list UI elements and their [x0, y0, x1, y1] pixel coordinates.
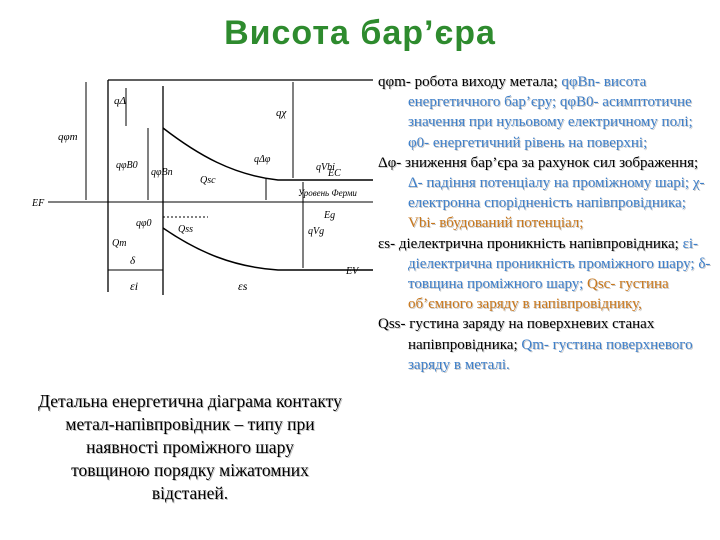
label-qsc: Qsc	[200, 175, 216, 186]
definition-paragraph	[378, 314, 714, 375]
label-qss: Qss	[178, 224, 194, 235]
label-fermi: Уровень Ферми	[298, 188, 357, 198]
valence-band-curve	[163, 228, 373, 270]
figure-caption	[10, 390, 370, 505]
definition-text: Δφ- зниження бар’єра за рахунок сил зображення;	[378, 154, 699, 171]
label-qm: Qm	[112, 238, 127, 249]
caption-line: метал-напівпровідник – типу при	[65, 414, 315, 434]
label-qphi0: qφ0	[136, 218, 152, 229]
label-eps-i: εi	[130, 279, 139, 293]
symbol-definitions	[378, 72, 714, 375]
label-qphibn: qφBn	[151, 167, 173, 178]
definition-text: qφm- робота виходу метала;	[378, 74, 562, 90]
label-qvbi: qVbi	[316, 162, 335, 173]
page-title: Висота бар’єра	[224, 14, 496, 52]
definition-text-blue: εi- діелектрична проникність проміжного шару; δ- товщина проміжного шару;	[408, 235, 711, 293]
definition-text: Qss- густина заряду на поверхневих станах напівпровідника;	[378, 316, 655, 353]
caption-line: наявності проміжного шару	[86, 437, 294, 457]
label-eps-s: εs	[238, 279, 248, 293]
definition-text-blue: Qm- густина поверхневого заряду в металі.	[408, 336, 693, 373]
caption-line: відстаней.	[151, 483, 229, 503]
label-qvg: qVg	[308, 226, 325, 237]
label-qchi: qχ	[276, 107, 287, 119]
label-ef: EF	[32, 198, 45, 209]
caption-line: Детальна енергетична діаграма контакту	[38, 391, 342, 411]
definition-text: εs- діелектрична проникність напівпровідника;	[378, 235, 683, 252]
label-qdelta: qΔ	[114, 95, 126, 107]
definition-text-orange: Qsc- густина об’ємного заряду в напівпровіднику,	[408, 276, 669, 313]
band-diagram	[28, 70, 378, 315]
definition-text-blue: Δ- падіння потенціалу на проміжному шарі; χ- електронна спорідненість напівпровідника;	[408, 175, 705, 212]
caption-line: товщиною порядку міжатомних	[71, 460, 309, 480]
label-ev: EV	[346, 266, 359, 277]
definition-text-orange: Vbi- вбудований потенціал;	[408, 215, 584, 232]
definition-paragraph	[378, 234, 714, 315]
label-qdphi: qΔφ	[254, 154, 271, 165]
label-ec: EC	[328, 168, 341, 179]
label-qphim: qφm	[58, 131, 78, 143]
label-delta: δ	[130, 255, 136, 267]
label-eg: Eg	[324, 210, 336, 221]
definition-text-blue: qφBn- висота енергетичного бар’єру; qφB0- асимптотичне значення при нульовому електричному полі; φ0- енергетичний рівень на поверхні;	[408, 74, 693, 151]
definition-paragraph	[378, 72, 714, 153]
band-diagram-svg	[28, 70, 378, 315]
label-qphib0: qφB0	[116, 160, 138, 171]
definition-paragraph	[378, 153, 714, 234]
